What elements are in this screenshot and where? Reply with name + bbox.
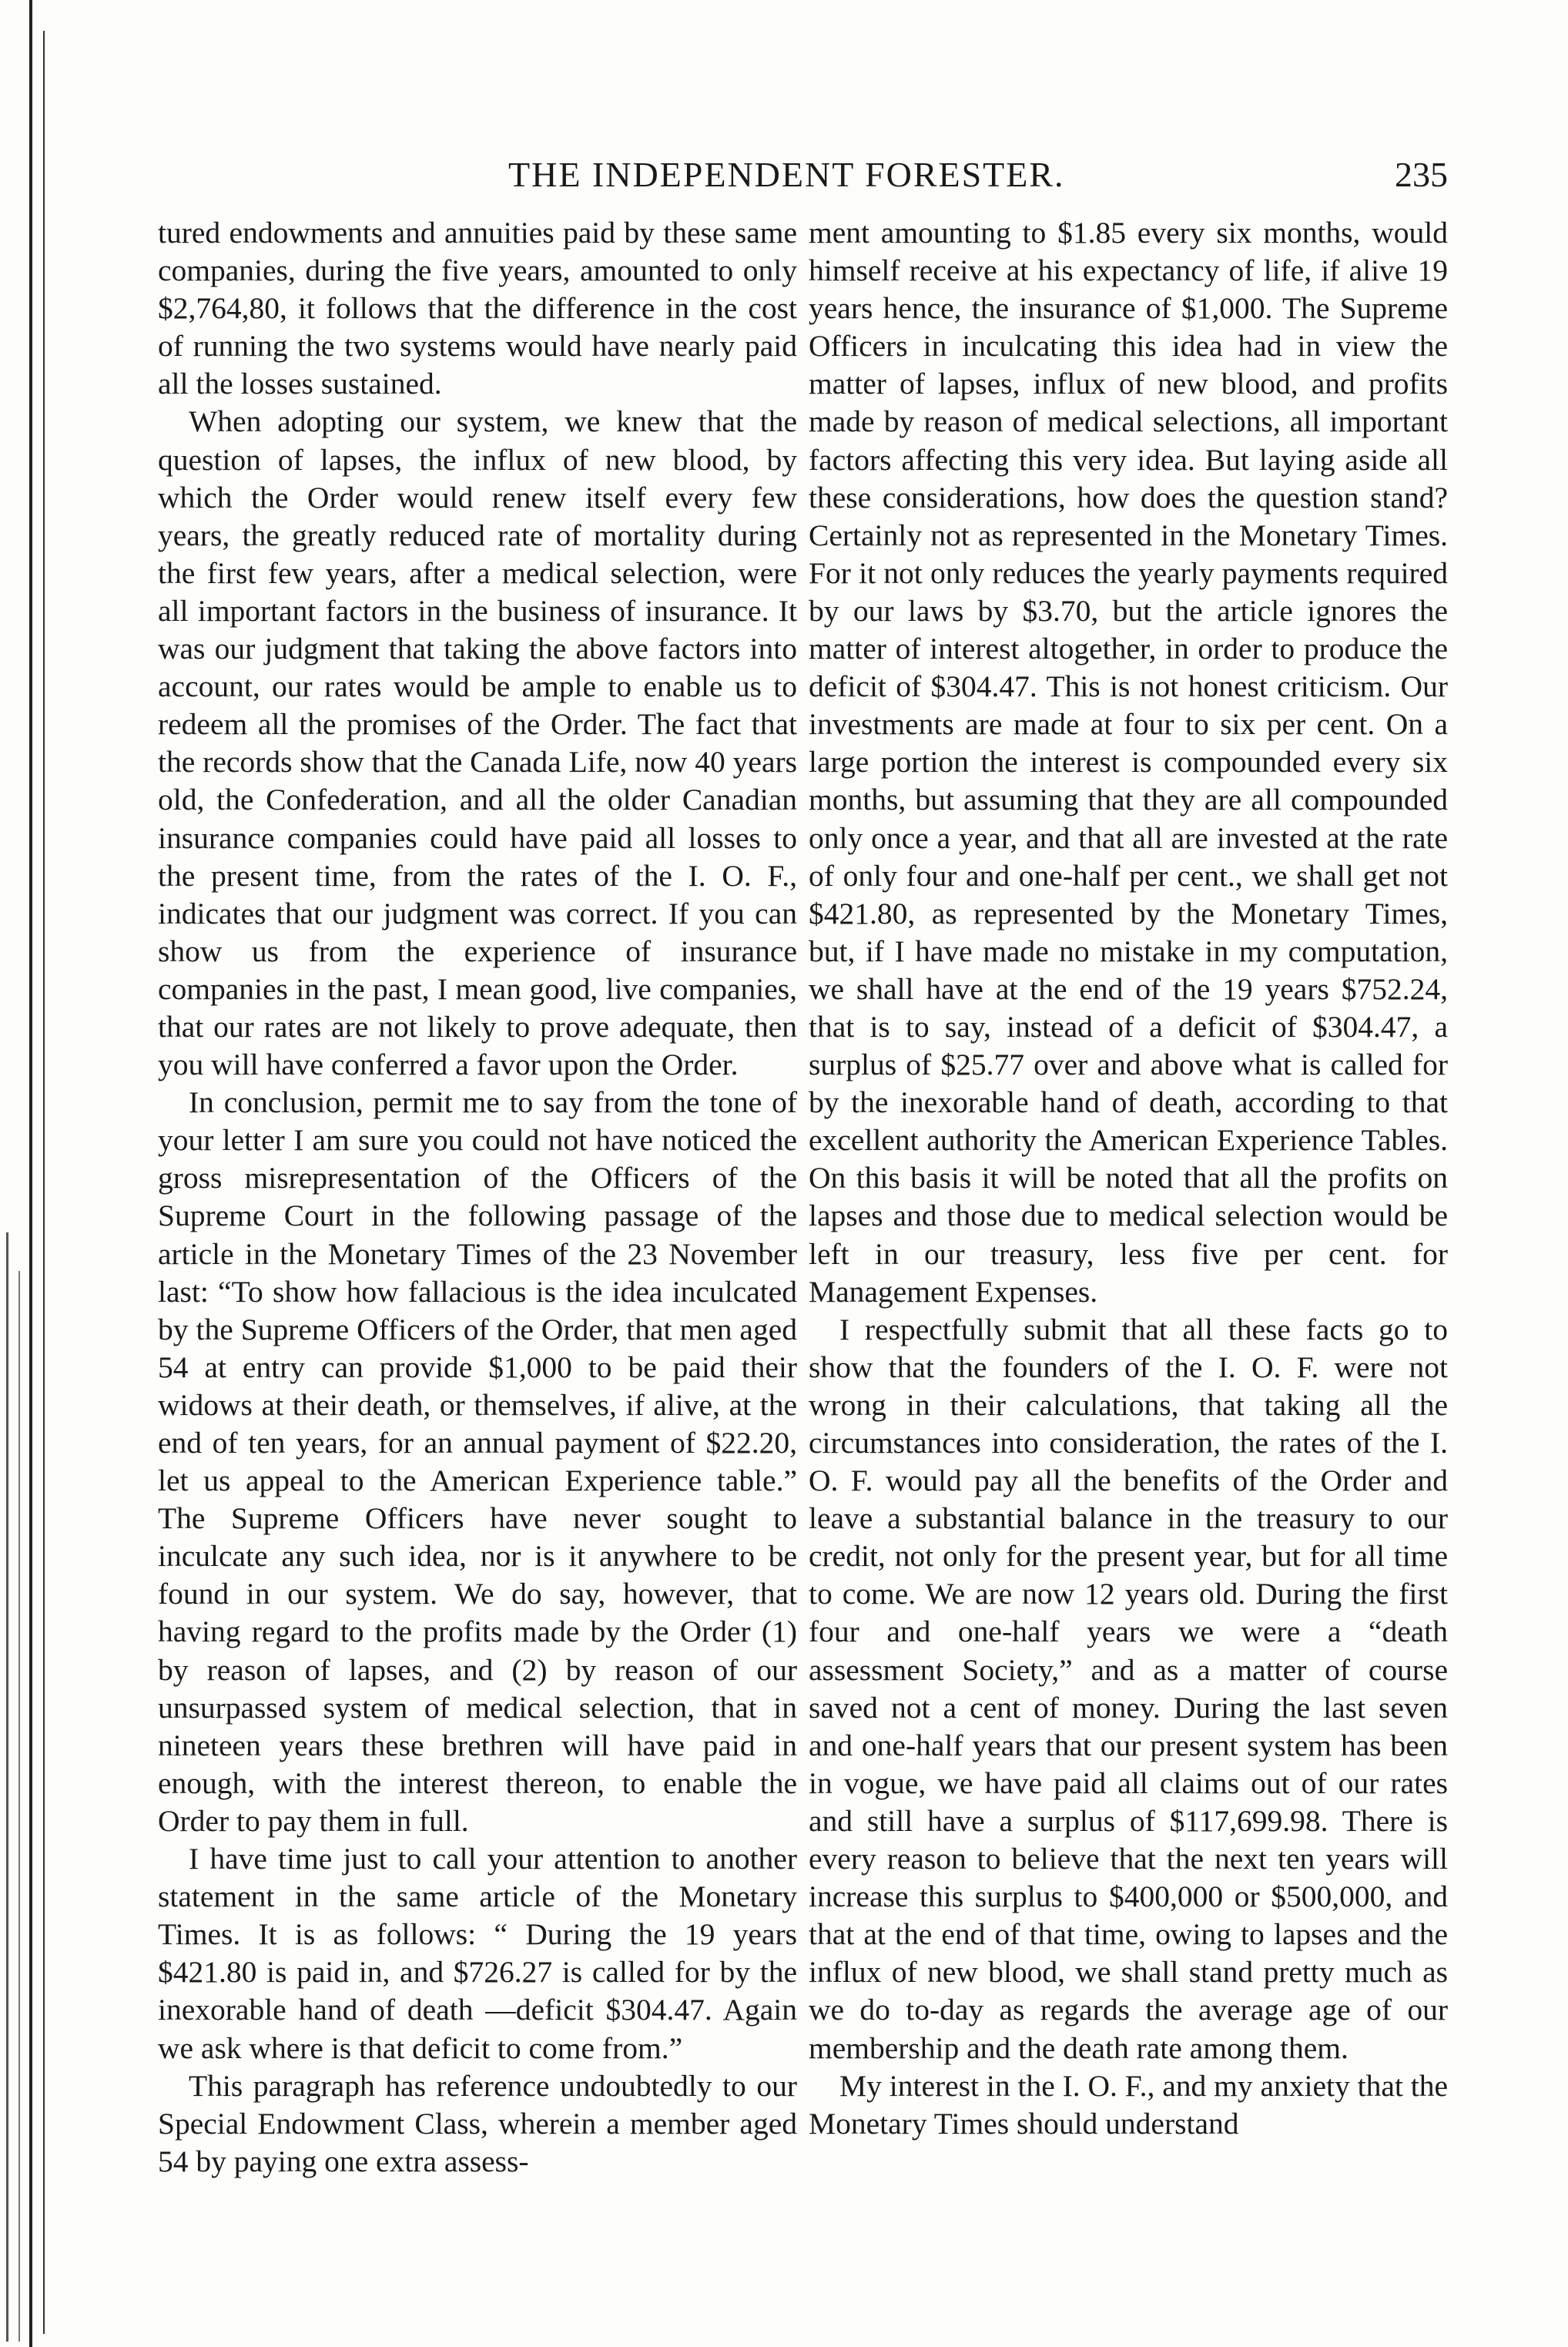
- binding-gutter: [0, 0, 54, 2347]
- page-header: [154, 154, 1448, 200]
- page-number: 235: [1395, 155, 1448, 194]
- paragraph: ment amounting to $1.85 every six months, would himself receive at his expectancy of life, if alive 19 years hence, the insurance of $1,000. The Supreme Officers in inculcating this idea had in view the matter of lapses, influx of new blood, and profits made by reason of medical selections, all important factors affecting this very idea. But laying aside all these considerations, how does the question stand? Certainly not as represented in the Monetary Times. For it not only reduces the yearly payments required by our laws by $3.70, but the article ignores the matter of interest altogether, in order to produce the deficit of $304.47. This is not honest criticism. Our investments are made at four to six per cent. On a large portion the interest is compounded every six months, but assuming that they are all compounded only once a year, and that all are invested at the rate of only four and one-half per cent., we shall get not $421.80, as represented by the Monetary Times, but, if I have made no mistake in my computation, we shall have at the end of the 19 years $752.24, that is to say, instead of a deficit of $304.47, a surplus of $25.77 over and above what is called for by the inexorable hand of death, according to that excellent authority the American Experience Tables. On this basis it will be noted that all the profits on lapses and those due to medical selection would be left in our treasury, less five per cent. for Management Expenses.: [809, 216, 1448, 1309]
- paragraph: When adopting our system, we knew that the question of lapses, the influx of new blood, by which the Order would renew itself every few years, the greatly reduced rate of mortality during the first few years, after a medical selection, were all important factors in the business of insurance. It was our judgment that taking the above factors into account, our rates would be ample to enable us to redeem all the promises of the Order. The fact that the records show that the Canada Life, now 40 years old, the Confederation, and all the older Canadian insurance companies could have paid all losses to the present time, from the rates of the I. O. F., indicates that our judgment was correct. If you can show us from the experience of insurance companies in the past, I mean good, live companies, that our rates are not likely to prove adequate, then you will have conferred a favor upon the Order.: [158, 404, 797, 1082]
- paragraph: I respectfully submit that all these facts go to show that the founders of the I. O. F. were not wrong in their calculations, that taking all the circumstances into consideration, the rates of the I. O. F. would pay all the benefits of the Order and leave a substantial balance in the treasury to our credit, not only for the present year, but for all time to come. We are now 12 years old. During the first four and one-half years we were a “death assessment Society,” and as a matter of course saved not a cent of money. During the last seven and one-half years that our present system has been in vogue, we have paid all claims out of our rates and still have a surplus of $117,699.98. There is every reason to believe that the next ten years will increase this surplus to $400,000 or $500,000, and that at the end of that time, owing to lapses and the influx of new blood, we shall stand pretty much as we do to-day as regards the average age of our membership and the death rate among them.: [809, 1312, 1448, 2065]
- paragraph: This paragraph has reference undoubtedly to our Special Endowment Class, wherein a member aged 54 by paying one extra assess-: [158, 2068, 797, 2178]
- paragraph: In conclusion, permit me to say from the tone of your letter I am sure you could not have noticed the gross misrepresentation of the Officers of the Supreme Court in the following passage of the article in the Monetary Times of the 23 November last: “To show how fallacious is the idea inculcated by the Supreme Officers of the Order, that men aged 54 at entry can provide $1,000 to be paid their widows at their death, or themselves, if alive, at the end of ten years, for an annual payment of $22.20, let us appeal to the American Experience table.” The Supreme Officers have never sought to inculcate any such idea, nor is it anywhere to be found in our system. We do say, however, that having regard to the profits made by the Order (1) by reason of lapses, and (2) by reason of our unsurpassed system of medical selection, that in nineteen years these brethren will have paid in enough, with the interest thereon, to enable the Order to pay them in full.: [158, 1085, 797, 1838]
- gutter-rule: [43, 31, 45, 2334]
- running-head: THE INDEPENDENT FORESTER.: [508, 155, 1065, 194]
- paragraph: My interest in the I. O. F., and my anxiety that the Monetary Times should understand: [809, 2068, 1448, 2141]
- gutter-rule: [29, 0, 32, 2347]
- paragraph: tured endowments and annuities paid by these same companies, during the five years, amounted to only $2,764,80, it follows that the difference in the cost of running the two systems would have nearly paid all the losses sustained.: [158, 216, 797, 401]
- right-column: [809, 214, 1448, 2143]
- paragraph: I have time just to call your attention to another statement in the same article of the Monetary Times. It is as follows: “ During the 19 years $421.80 is paid in, and $726.27 is called for by the inexorable hand of death —deficit $304.47. Again we ask where is that deficit to come from.”: [158, 1842, 797, 2065]
- gutter-rule: [6, 1232, 8, 2342]
- left-column: [158, 214, 797, 2181]
- gutter-rule: [18, 1271, 20, 2342]
